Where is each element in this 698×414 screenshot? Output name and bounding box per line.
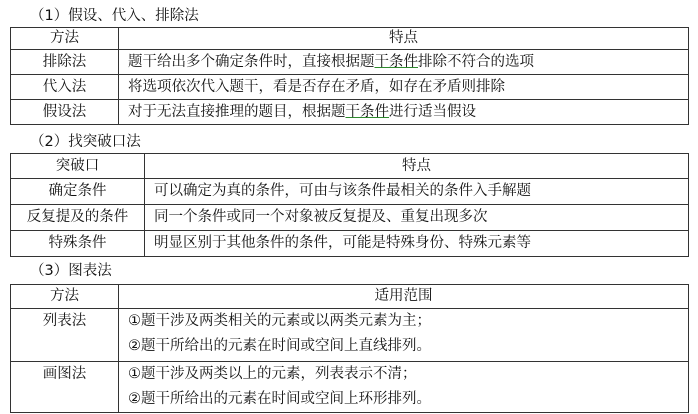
feature-cell [119, 50, 689, 75]
feature-cell: 可以确定为真的条件，可由与该条件最相关的条件入手解题 [145, 179, 689, 205]
scope-cell [119, 309, 689, 362]
underlined-text: 干条件 [374, 53, 418, 70]
feature-cell [119, 100, 689, 125]
section1-heading: （1）假设、代入、排除法 [30, 8, 199, 24]
section2-table [10, 153, 689, 257]
section2-heading: （2）找突破口法 [30, 134, 141, 150]
header-method: 方法 [11, 28, 119, 50]
table-row [11, 309, 689, 362]
scope-cell [119, 362, 689, 413]
point-cell: 确定条件 [11, 179, 145, 205]
section3-table [10, 284, 689, 413]
method-cell: 排除法 [11, 50, 119, 75]
scope-line: ①题干涉及两类以上的元素，列表表示不清； [128, 366, 417, 382]
scope-line: ②题干所给出的元素在时间或空间上直线排列。 [128, 338, 431, 354]
table-row [11, 362, 689, 413]
feature-cell: 同一个条件或同一个对象被反复提及、重复出现多次 [145, 205, 689, 231]
table-header-row [11, 154, 689, 179]
method-cell [11, 309, 119, 362]
table-row [11, 231, 689, 257]
underlined-text: 干条件 [345, 103, 389, 120]
table-header-row [11, 28, 689, 50]
section3-heading: （3）图表法 [30, 263, 112, 279]
section1-table [10, 27, 689, 125]
feature-cell: 将选项依次代入题干，看是否存在矛盾，如存在矛盾则排除 [119, 75, 689, 100]
table-row [11, 75, 689, 100]
feature-text: 排除不符合的选项 [418, 53, 534, 70]
point-cell: 反复提及的条件 [11, 205, 145, 231]
header-scope: 适用范围 [119, 285, 689, 309]
header-point: 突破口 [11, 154, 145, 179]
method-cell [11, 362, 119, 413]
header-method: 方法 [11, 285, 119, 309]
point-cell: 特殊条件 [11, 231, 145, 257]
feature-text: 对于无法直接推理的题目，根据题 [128, 103, 346, 120]
method-cell: 假设法 [11, 100, 119, 125]
table-row [11, 100, 689, 125]
header-feature: 特点 [119, 28, 689, 50]
feature-text: 进行适当假设 [389, 103, 476, 120]
table-row [11, 179, 689, 205]
method-label: 列表法 [42, 313, 87, 329]
feature-text: 题干给出多个确定条件时，直接根据题 [128, 53, 375, 70]
scope-line: ①题干涉及两类相关的元素或以两类元素为主； [128, 313, 431, 329]
method-label: 画图法 [42, 366, 87, 382]
table-row [11, 205, 689, 231]
scope-line: ②题干所给出的元素在时间或空间上环形排列。 [128, 391, 431, 407]
table-header-row [11, 285, 689, 309]
header-feature: 特点 [145, 154, 689, 179]
method-cell: 代入法 [11, 75, 119, 100]
table-row [11, 50, 689, 75]
feature-cell: 明显区别于其他条件的条件，可能是特殊身份、特殊元素等 [145, 231, 689, 257]
